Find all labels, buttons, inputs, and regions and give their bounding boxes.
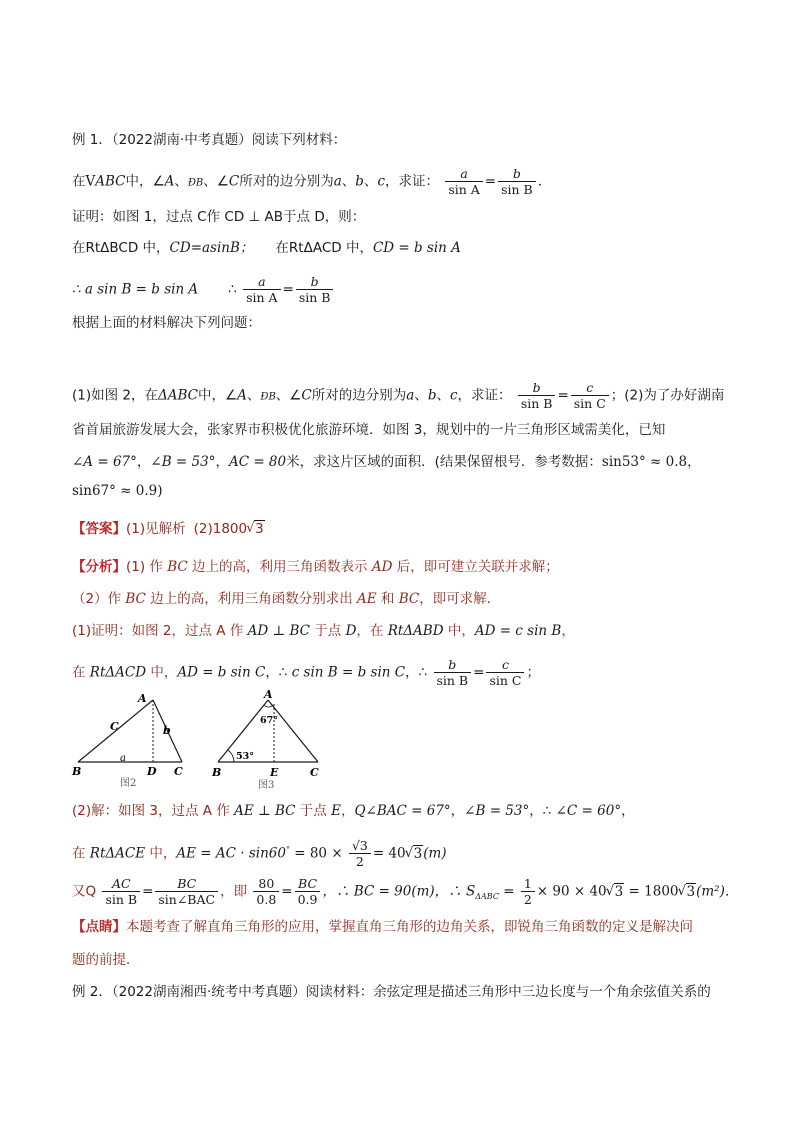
ex1-given: 在VABC中，∠A、ÐB、∠C所对的边分别为a、b、c，求证： $\frac{a}{\text{sin A}}$ = $\frac{b}{\text{sin B}}$ ．	[72, 166, 552, 197]
ex1-proof-line2: 在RtΔBCD 中，CD=asinB； 在RtΔACD 中，CD = b sin A	[72, 240, 461, 256]
fig3-label-b: B	[212, 766, 222, 779]
fig3-angle-a-label: 67°	[260, 715, 278, 726]
fig3-side-ac	[268, 700, 318, 762]
ex1-solve-prompt: 根据上面的材料解决下列问题：	[72, 315, 261, 331]
fig2-label-d: D	[147, 765, 157, 778]
fig3-caption: 图3	[258, 780, 275, 791]
ex1-proof-line3: ∴ a sin B = b sin A ∴ $\frac{a}{\text{sin A}}$ = $\frac{b}{\text{sin B}}$	[72, 274, 335, 305]
question-line1: (1)如图 2，在ΔABC中，∠A、ÐB、∠C所对的边分别为a、b、c，求证： $\frac{b}{\text{sin B}}$ = $\frac{c}{\text{sin C}}$ ；(2)为了办好湖南	[72, 380, 725, 411]
fig2-label-a: A	[138, 692, 147, 705]
fig3-label-c: C	[310, 766, 319, 779]
ex1-heading: 例 1．（2022湖南·中考真题）阅读下列材料：	[72, 132, 347, 148]
question-line4: sin67° ≈ 0.9)	[72, 483, 163, 499]
figure-2	[70, 690, 195, 790]
ex1-proof-line1: 证明：如图 1，过点 C作 CD ⊥ AB于点 D，则：	[72, 209, 366, 225]
fig3-angle-b-label: 53°	[236, 751, 254, 762]
figure-3	[208, 688, 333, 792]
proof2-line1: (2)解：如图 3，过点 A 作 AE ⊥ BC 于点 E，Q∠BAC = 67°，∠B = 53°，∴ ∠C = 60°，	[72, 803, 635, 819]
question-line2: 省首届旅游发展大会，张家界市积极优化旅游环境．如图 3，规划中的一片三角形区域需美化，已知	[72, 422, 666, 438]
fig2-side-c-label: C	[110, 720, 119, 733]
proof1-line1: (1)证明：如图 2，过点 A 作 AD ⊥ BC 于点 D，在 RtΔABD 中，AD = c sin B，	[72, 623, 575, 639]
fig2-side-b-label: b	[163, 724, 171, 737]
ex2-heading: 例 2．（2022湖南湘西·统考中考真题）阅读材料：余弦定理是描述三角形中三边长度与一个角余弦值关系的	[72, 984, 711, 1000]
fig3-label-a: A	[264, 688, 273, 701]
proof2-line3: 又Q $\frac{AC}{\text{sin B}}$ = $\frac{BC}{\text{sin∠BAC}}$ ，即 $\frac{80}{0.8}$ = $\frac{BC}{0.9}$ ，∴ BC = 90(m)，∴ $S_{\Delta ABC}$ = $\frac{1}{2}$ × 90 × 40√ 3 = 1800√ 3(m²)．	[72, 876, 738, 907]
proof1-line2: 在 RtΔACD 中，AD = b sin C，∴ c sin B = b sin C，∴ $\frac{b}{\text{sin B}}$ = $\frac{c}{\text{sin C}}$ ；	[72, 657, 540, 688]
fig2-caption: 图2	[120, 778, 137, 789]
proof2-line2: 在 RtΔACE 中，AE = AC · sin60° = 80 × $\frac{√3}{2}$ = 40√ 3(m)	[72, 838, 447, 869]
fig2-label-c: C	[174, 765, 183, 778]
review-line2: 题的前提．	[72, 952, 140, 968]
question-line3: ∠A = 67°，∠B = 53°，AC = 80米，求这片区域的面积．(结果保留根号．参考数据：sin53° ≈ 0.8，	[72, 454, 701, 470]
analysis-line1: 【分析】(1) 作 BC 边上的高，利用三角函数表示 AD 后，即可建立关联并求解；	[72, 559, 559, 575]
fig2-label-b: B	[72, 765, 82, 778]
fig3-label-e: E	[270, 766, 279, 779]
answer-line: 【答案】(1)见解析 (2)1800√ 3	[72, 519, 265, 539]
analysis-line2: （2）作 BC 边上的高，利用三角函数分别求出 AE 和 BC，即可求解．	[72, 591, 501, 607]
fig2-side-a-label: a	[120, 753, 126, 764]
review-line1: 【点睛】本题考查了解直角三角形的应用，掌握直角三角形的边角关系，即锐角三角函数的定义是解决问	[72, 919, 693, 935]
fig3-angle-b-arc	[228, 750, 234, 762]
